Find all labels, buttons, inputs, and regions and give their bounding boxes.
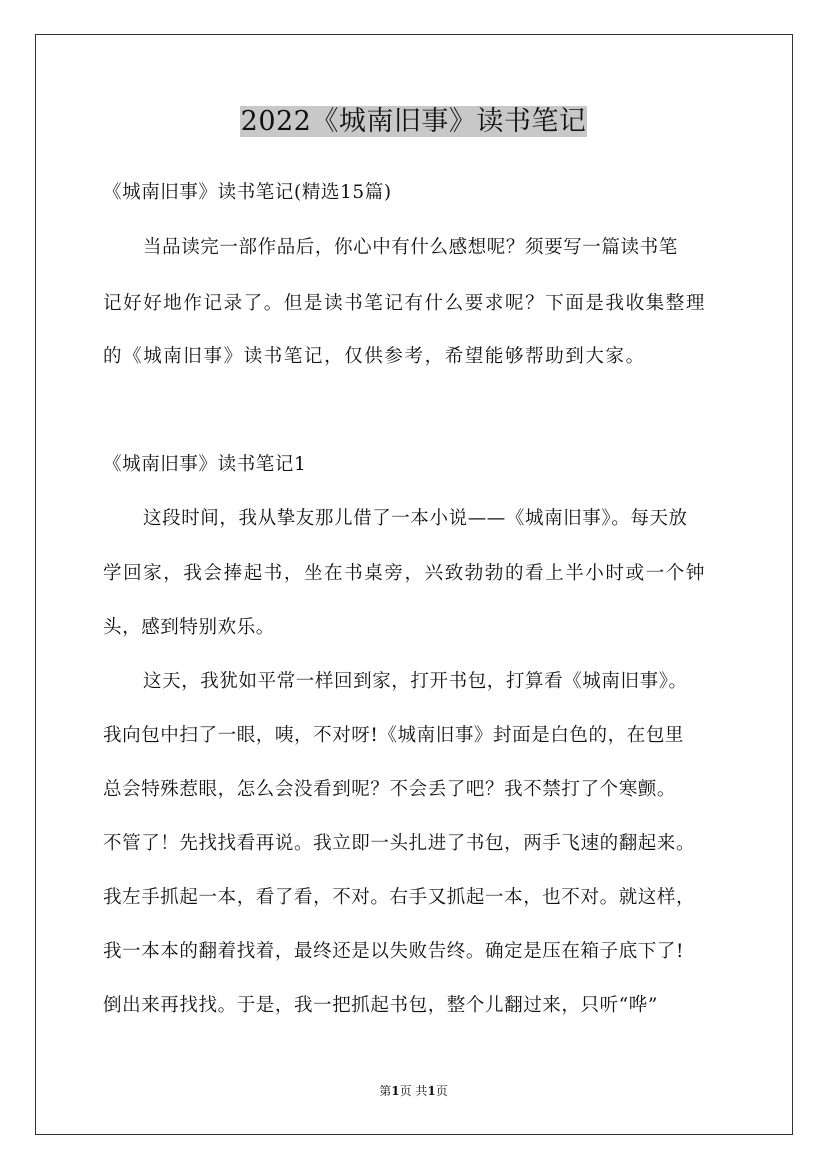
document-subtitle: 《城南旧事》读书笔记(精选15篇)	[103, 182, 392, 203]
paragraph2-line-4: 不管了！先找找看再说。我立即一头扎进了书包，两手飞速的翻起来。	[103, 833, 696, 854]
paragraph1-line-2: 学回家，我会捧起书，坐在书桌旁，兴致勃勃的看上半小时或一个钟	[103, 563, 707, 584]
intro-line-2: 记好好地作记录了。但是读书笔记有什么要求呢？下面是我收集整理	[103, 293, 707, 314]
paragraph2-line-1: 这天，我犹如平常一样回到家，打开书包，打算看《城南旧事》。	[143, 671, 688, 692]
intro-line-3: 的《城南旧事》读书笔记，仅供参考，希望能够帮助到大家。	[103, 346, 646, 367]
footer-page-mid: 页 共	[399, 1084, 428, 1098]
footer-page-current: 1	[391, 1084, 400, 1098]
paragraph1-line-3: 头，感到特别欢乐。	[103, 617, 275, 638]
section-heading: 《城南旧事》读书笔记1	[103, 454, 307, 475]
paragraph2-line-5: 我左手抓起一本，看了看，不对。右手又抓起一本，也不对。就这样，	[103, 887, 696, 908]
document-title-text: 2022《城南旧事》读书笔记	[240, 106, 587, 137]
paragraph2-line-6: 我一本本的翻着找着，最终还是以失败告终。确定是压在箱子底下了!	[103, 941, 685, 962]
paragraph2-line-7: 倒出来再找找。于是，我一把抓起书包，整个儿翻过来，只听“哗”	[103, 995, 658, 1016]
footer-page-suffix: 页	[435, 1084, 448, 1098]
footer-page-prefix: 第	[379, 1084, 392, 1098]
paragraph1-line-1: 这段时间，我从挚友那儿借了一本小说——《城南旧事》。每天放	[143, 508, 688, 529]
paragraph2-line-2: 我向包中扫了一眼，咦，不对呀!《城南旧事》封面是白色的，在包里	[103, 725, 685, 746]
paragraph2-line-3: 总会特殊惹眼，怎么会没看到呢？不会丢了吧？我不禁打了个寒颤。	[103, 779, 677, 800]
intro-line-1: 当品读完一部作品后，你心中有什么感想呢？须要写一篇读书笔	[143, 237, 678, 258]
page-footer	[0, 1083, 827, 1099]
footer-page-total: 1	[427, 1084, 436, 1098]
document-title	[0, 102, 827, 142]
